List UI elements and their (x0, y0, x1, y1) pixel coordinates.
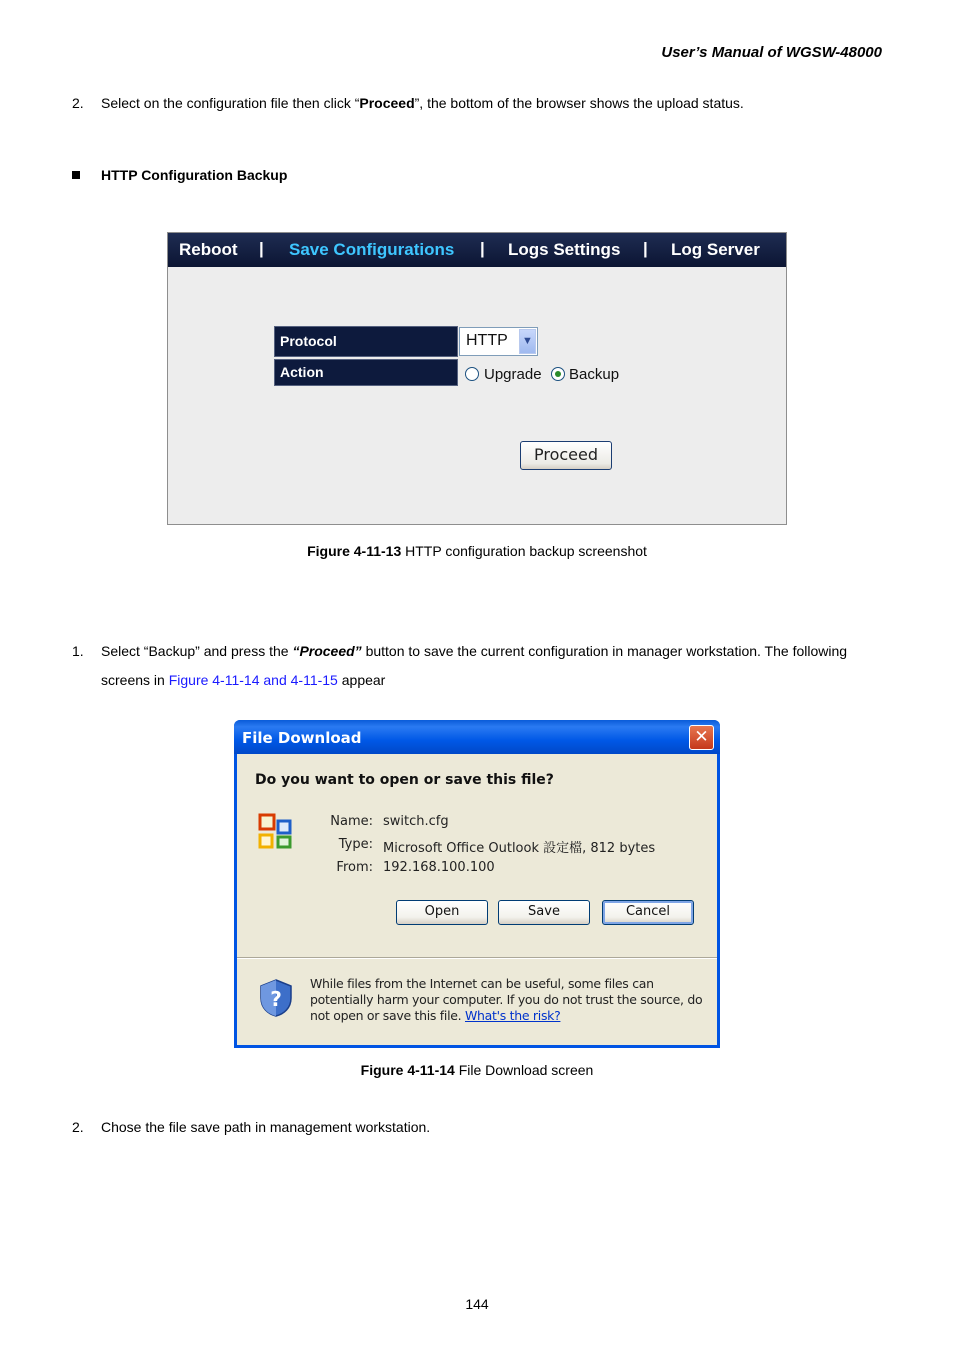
dialog-body (237, 754, 717, 1045)
name-key: Name: (330, 814, 373, 829)
tab-logs-settings[interactable]: Logs Settings (508, 240, 621, 259)
chevron-down-icon[interactable]: ▼ (519, 329, 536, 354)
file-download-dialog (234, 720, 720, 1048)
security-warning (310, 976, 710, 1024)
step-number: 1. (72, 643, 84, 659)
radio-upgrade[interactable] (465, 367, 479, 381)
section-title: HTTP Configuration Backup (101, 167, 288, 183)
from-key: From: (336, 860, 373, 875)
file-name: switch.cfg (383, 814, 449, 829)
tab-save-configurations[interactable]: Save Configurations (289, 240, 455, 259)
file-type: Microsoft Office Outlook 設定檔, 812 bytes (383, 841, 656, 856)
protocol-value: HTTP (466, 332, 508, 349)
dialog-title: File Download (234, 720, 720, 754)
step-text-pre: screens in (101, 672, 169, 688)
nav-separator: | (480, 239, 485, 258)
page-number: 144 (465, 1296, 489, 1312)
type-key: Type: (338, 837, 373, 852)
step-number: 2. (72, 95, 84, 111)
bullet-square-icon (72, 171, 80, 179)
nav-bar (168, 233, 786, 267)
nav-separator: | (643, 239, 648, 258)
close-icon[interactable]: ✕ (689, 725, 714, 750)
file-source: 192.168.100.100 (383, 860, 495, 875)
dialog-question: Do you want to open or save this file? (255, 772, 554, 788)
risk-link[interactable]: What's the risk? (464, 1008, 561, 1023)
protocol-select[interactable] (459, 327, 538, 356)
step-text-post: button to save the current configuration in manager workstation. The following (361, 643, 848, 659)
caption-text: File Download screen (454, 1062, 594, 1078)
save-button[interactable]: Save (498, 900, 590, 925)
caption-text: HTTP configuration backup screenshot (401, 543, 647, 559)
cancel-button[interactable]: Cancel (602, 900, 694, 925)
figure-link[interactable]: Figure 4-11-14 and 4-11-15 (168, 672, 338, 688)
step-text-line1 (101, 637, 847, 666)
caption-bold: Figure 4-11-13 (307, 543, 402, 559)
caption-bold: Figure 4-11-14 (360, 1062, 455, 1078)
step-text-pre: Select on the configuration file then click “ (101, 95, 360, 111)
step-text-bold: Proceed (359, 95, 415, 111)
radio-upgrade-label: Upgrade (484, 366, 542, 383)
manual-header: User’s Manual of WGSW-48000 (661, 44, 882, 61)
step-text (101, 89, 744, 118)
figure-caption (0, 543, 954, 559)
radio-selected-dot (555, 371, 561, 377)
tab-reboot[interactable]: Reboot (179, 240, 238, 259)
step-text: Chose the file save path in management workstation. (101, 1119, 431, 1135)
svg-text:?: ? (270, 987, 282, 1011)
tab-log-server[interactable]: Log Server (671, 240, 760, 259)
security-shield-icon (258, 978, 294, 1018)
radio-backup-label: Backup (569, 366, 620, 383)
action-label: Action (274, 359, 458, 386)
step-text-post: ”, the bottom of the browser shows the upload status. (414, 95, 744, 111)
nav-separator: | (259, 239, 264, 258)
step-text-bold: “Proceed” (292, 643, 362, 659)
step-text-line2 (101, 666, 385, 695)
office-file-icon (258, 813, 294, 851)
step-text-post: appear (337, 672, 386, 688)
divider (237, 958, 717, 959)
protocol-label: Protocol (274, 326, 458, 357)
radio-backup[interactable] (551, 367, 565, 381)
warning-text: While files from the Internet can be useful, some files can potentially harm your computer. If you do not trust the source, do not open or save this file. (310, 976, 703, 1023)
step-number: 2. (72, 1119, 84, 1135)
figure-caption (0, 1062, 954, 1078)
open-button[interactable]: Open (396, 900, 488, 925)
step-text-pre: Select “Backup” and press the (101, 643, 293, 659)
web-ui-screenshot (167, 232, 787, 525)
proceed-button[interactable]: Proceed (520, 441, 612, 470)
